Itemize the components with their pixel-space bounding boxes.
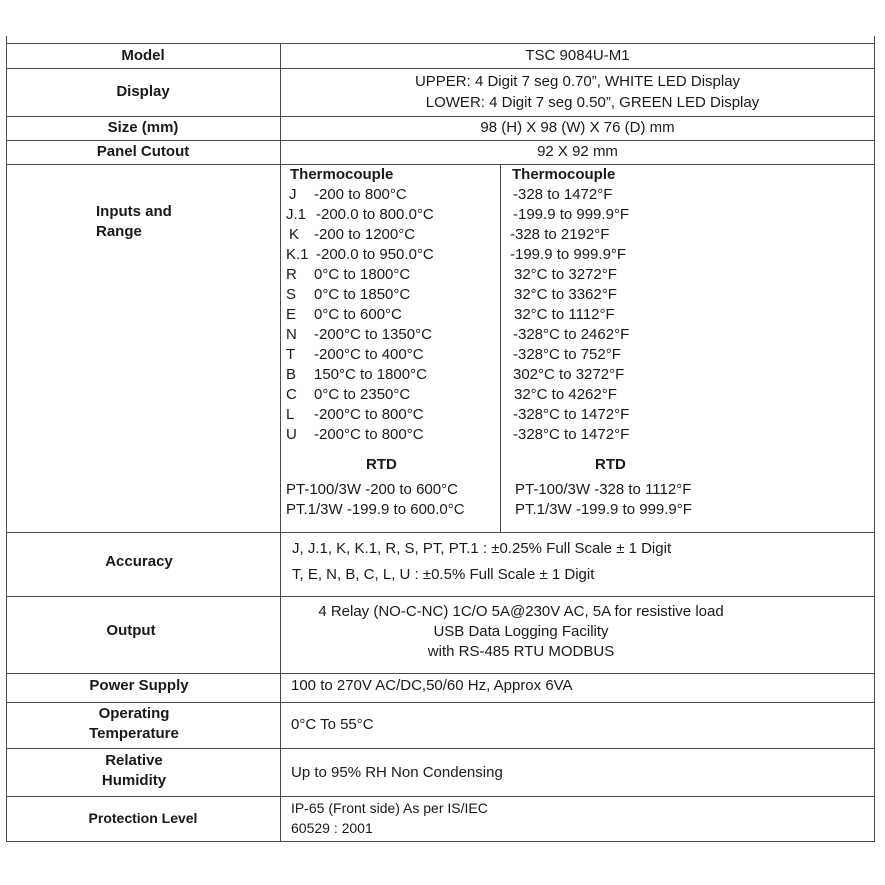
tc-code: R — [286, 266, 297, 283]
inputs-label-line2: Range — [96, 223, 142, 240]
list-item: -328 to 1472°F — [513, 186, 613, 203]
protection-line2: 60529 : 2001 — [291, 820, 373, 836]
rule — [6, 596, 875, 597]
list-item: 32°C to 4262°F — [514, 386, 617, 403]
tc-code: J.1 — [286, 206, 307, 223]
list-item — [286, 225, 434, 245]
humidity-label-line1: Relative — [105, 752, 163, 769]
tc-c-range: 0°C to 2350°C — [314, 386, 411, 403]
list-item: -199.9 to 999.9°F — [513, 206, 630, 223]
list-item — [286, 385, 434, 405]
list-item: 32°C to 3272°F — [514, 266, 617, 283]
rule — [280, 43, 281, 842]
humidity-label — [6, 751, 262, 791]
rule — [6, 796, 875, 797]
rtd-right-title: RTD — [595, 456, 626, 473]
list-item: PT.1/3W -199.9 to 999.9°F — [515, 501, 692, 518]
list-item: -328°C to 1472°F — [513, 426, 630, 443]
display-label: Display — [116, 83, 170, 100]
list-item: -328°C to 1472°F — [513, 406, 630, 423]
protection-label: Protection Level — [88, 810, 198, 826]
tc-code: J — [289, 186, 297, 203]
tc-code: S — [286, 286, 297, 303]
list-item: -199.9 to 999.9°F — [510, 246, 627, 263]
tc-c-range: -200°C to 800°C — [314, 406, 424, 423]
protection-line1: IP-65 (Front side) As per IS/IEC — [291, 800, 488, 816]
temperature-label — [6, 704, 262, 744]
tc-c-range: 150°C to 1800°C — [314, 366, 427, 383]
output-line1: 4 Relay (NO-C-NC) 1C/O 5A@230V AC, 5A for resistive load — [318, 603, 724, 620]
list-item: 32°C to 1112°F — [514, 306, 615, 323]
list-item — [286, 205, 434, 225]
list-item — [286, 305, 434, 325]
list-item: PT-100/3W -200 to 600°C — [286, 481, 458, 498]
list-item: 32°C to 3362°F — [514, 286, 617, 303]
rule — [6, 841, 875, 842]
list-item — [286, 345, 434, 365]
tc-code: B — [286, 366, 297, 383]
list-item: PT.1/3W -199.9 to 600.0°C — [286, 501, 465, 518]
list-item — [286, 405, 434, 425]
accuracy-label: Accuracy — [105, 553, 173, 570]
list-item: PT-100/3W -328 to 1112°F — [515, 481, 692, 498]
tc-c-range: -200°C to 800°C — [314, 426, 424, 443]
inputs-label-line1: Inputs and — [96, 203, 172, 220]
list-item: -328 to 2192°F — [510, 226, 610, 243]
accuracy-line2: T, E, N, B, C, L, U : ±0.5% Full Scale ± 1 Digit — [292, 566, 595, 583]
tc-c-range: -200°C to 1350°C — [314, 326, 432, 343]
tc-celsius-list — [286, 165, 434, 445]
list-item — [286, 425, 434, 445]
tc-code: T — [286, 346, 296, 363]
tc-c-range: -200.0 to 800.0°C — [316, 206, 434, 223]
tc-code: K — [289, 226, 300, 243]
model-label: Model — [121, 47, 165, 64]
rtd-celsius-list — [286, 480, 465, 520]
cutout-label: Panel Cutout — [96, 143, 190, 160]
power-label: Power Supply — [89, 677, 189, 694]
rule — [6, 43, 875, 44]
power-value: 100 to 270V AC/DC,50/60 Hz, Approx 6VA — [291, 677, 573, 694]
rule — [6, 164, 875, 165]
tc-c-range: -200°C to 400°C — [314, 346, 424, 363]
tc-code: E — [286, 306, 297, 323]
humidity-label-line2: Humidity — [101, 772, 167, 789]
tc-c-range: 0°C to 600°C — [314, 306, 402, 323]
rtd-fahrenheit-list — [515, 480, 692, 520]
tc-left-title: Thermocouple — [290, 166, 394, 183]
rule — [874, 36, 875, 842]
size-value: 98 (H) X 98 (W) X 76 (D) mm — [480, 119, 675, 136]
tc-right-title: Thermocouple — [512, 166, 616, 183]
rule — [6, 116, 875, 117]
display-lower: LOWER: 4 Digit 7 seg 0.50”, GREEN LED Display — [425, 94, 760, 111]
tc-c-range: 0°C to 1800°C — [314, 266, 411, 283]
tc-c-range: -200.0 to 950.0°C — [316, 246, 434, 263]
size-label: Size (mm) — [107, 119, 179, 136]
list-item: -328°C to 752°F — [513, 346, 621, 363]
tc-c-range: -200 to 800°C — [314, 186, 407, 203]
temperature-label-line2: Temperature — [89, 725, 179, 742]
inputs-label — [96, 202, 172, 242]
rule — [500, 164, 501, 532]
model-value: TSC 9084U-M1 — [525, 47, 630, 64]
temperature-label-line1: Operating — [98, 705, 170, 722]
temperature-value: 0°C To 55°C — [291, 716, 374, 733]
humidity-value: Up to 95% RH Non Condensing — [291, 764, 503, 781]
cutout-value: 92 X 92 mm — [537, 143, 618, 160]
rule — [6, 702, 875, 703]
spec-table — [6, 36, 875, 842]
output-label: Output — [106, 622, 156, 639]
tc-fahrenheit-list — [510, 165, 629, 445]
list-item: -328°C to 2462°F — [513, 326, 630, 343]
list-item — [286, 325, 434, 345]
tc-code: U — [286, 426, 297, 443]
rule — [6, 673, 875, 674]
list-item — [286, 185, 434, 205]
tc-code: L — [286, 406, 295, 423]
rule — [6, 140, 875, 141]
rule — [6, 68, 875, 69]
display-upper: UPPER: 4 Digit 7 seg 0.70”, WHITE LED Display — [414, 73, 741, 90]
accuracy-line1: J, J.1, K, K.1, R, S, PT, PT.1 : ±0.25% Full Scale ± 1 Digit — [292, 540, 672, 557]
tc-c-range: -200 to 1200°C — [314, 226, 416, 243]
list-item: 302°C to 3272°F — [513, 366, 625, 383]
tc-c-range: 0°C to 1850°C — [314, 286, 411, 303]
tc-code: C — [286, 386, 297, 403]
output-line3: with RS-485 RTU MODBUS — [427, 643, 615, 660]
list-item — [286, 285, 434, 305]
rtd-left-title: RTD — [366, 456, 397, 473]
output-line2: USB Data Logging Facility — [433, 623, 609, 640]
list-item — [286, 365, 434, 385]
tc-code: N — [286, 326, 297, 343]
list-item — [286, 265, 434, 285]
rule — [6, 532, 875, 533]
tc-code: K.1 — [286, 246, 309, 263]
list-item — [286, 245, 434, 265]
rule — [6, 748, 875, 749]
